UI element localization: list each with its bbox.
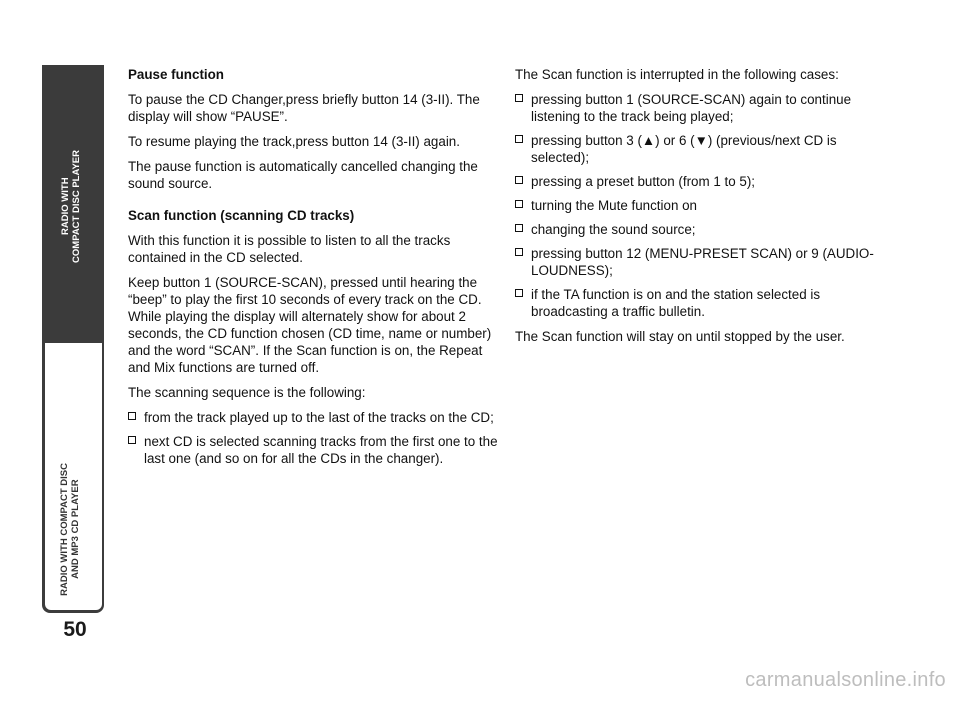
list-item xyxy=(515,245,875,279)
checkbox-bullet-icon xyxy=(128,436,136,444)
paragraph: The pause function is automatically cancelled changing the sound source. xyxy=(128,159,478,191)
section-title-line: RADIO WITH COMPACT DISC xyxy=(59,463,70,596)
list-item-text: pressing button 1 (SOURCE-SCAN) again to continue listening to the track being played; xyxy=(531,92,852,124)
checkbox-bullet-icon xyxy=(515,176,523,184)
checkbox-bullet-icon xyxy=(515,135,523,143)
list-item xyxy=(515,173,875,190)
checkbox-bullet-icon xyxy=(515,289,523,297)
section-title-line: AND MP3 CD PLAYER xyxy=(70,479,81,580)
list-item-text: pressing button 12 (MENU-PRESET SCAN) or 9 (AUDIO-LOUDNESS); xyxy=(531,246,874,278)
list-item-text: if the TA function is on and the station selected is broadcasting a traffic bulletin. xyxy=(531,287,821,319)
watermark: carmanualsonline.info xyxy=(745,669,946,691)
checkbox-bullet-icon xyxy=(515,200,523,208)
checkbox-bullet-icon xyxy=(515,224,523,232)
section-title-line: RADIO WITH xyxy=(60,177,71,236)
paragraph: To pause the CD Changer,press briefly button 14 (3-II). The display will show “PAUSE”. xyxy=(128,92,480,124)
paragraph: The Scan function is interrupted in the following cases: xyxy=(515,67,839,82)
list-item xyxy=(515,197,875,214)
list-item-text: changing the sound source; xyxy=(531,222,696,237)
list-item-text: next CD is selected scanning tracks from the first one to the last one (and so on for all the CDs in the changer). xyxy=(144,434,498,466)
paragraph: The Scan function will stay on until stopped by the user. xyxy=(515,329,845,344)
list-item xyxy=(515,286,875,320)
list-item-text: pressing a preset button (from 1 to 5); xyxy=(531,174,756,189)
list-item xyxy=(515,91,875,125)
list-item-text: pressing button 3 (▲) or 6 (▼) (previous/next CD is selected); xyxy=(531,133,837,165)
checkbox-bullet-icon xyxy=(128,412,136,420)
list-item-text: from the track played up to the last of the tracks on the CD; xyxy=(144,410,494,425)
left-column xyxy=(128,66,500,475)
paragraph: Keep button 1 (SOURCE-SCAN), pressed until hearing the “beep” to play the first 10 seconds of every track on the CD. While playing the display will alternately show for about 2 seconds, the CD function chosen (CD time, name or number) and the word “SCAN”. If the Scan function is on, the Repeat and Mix functions are turned off. xyxy=(128,275,492,375)
paragraph: To resume playing the track,press button 14 (3-II) again. xyxy=(128,134,460,149)
pause-heading: Pause function xyxy=(128,67,224,82)
section-tab-current xyxy=(42,65,104,340)
scan-heading: Scan function (scanning CD tracks) xyxy=(128,208,355,223)
list-item xyxy=(128,409,500,426)
checkbox-bullet-icon xyxy=(515,248,523,256)
list-item-text: turning the Mute function on xyxy=(531,198,698,213)
list-item xyxy=(128,433,500,467)
right-column xyxy=(515,66,875,353)
list-item xyxy=(515,221,875,238)
paragraph: With this function it is possible to listen to all the tracks contained in the CD selected. xyxy=(128,233,451,265)
section-tab xyxy=(42,65,104,613)
checkbox-bullet-icon xyxy=(515,94,523,102)
section-title-other xyxy=(59,463,81,596)
interruption-list xyxy=(515,91,875,320)
page-number: 50 xyxy=(63,618,87,641)
section-title-current xyxy=(60,150,82,263)
section-title-line: COMPACT DISC PLAYER xyxy=(71,150,82,263)
paragraph: The scanning sequence is the following: xyxy=(128,385,366,400)
section-tab-other xyxy=(45,343,102,610)
sequence-list xyxy=(128,409,500,467)
list-item xyxy=(515,132,875,166)
